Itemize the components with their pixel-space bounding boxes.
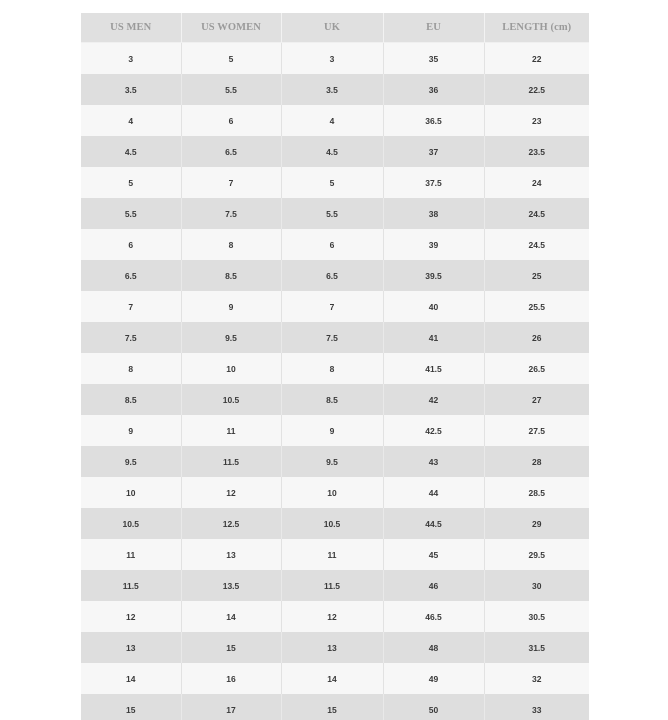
cell-length-cm: 30 bbox=[484, 570, 589, 601]
cell-us-men: 12 bbox=[81, 601, 181, 632]
cell-uk: 15 bbox=[281, 694, 383, 720]
cell-us-men: 10 bbox=[81, 477, 181, 508]
cell-eu: 41.5 bbox=[383, 353, 484, 384]
table-row bbox=[81, 570, 589, 601]
cell-uk: 11.5 bbox=[281, 570, 383, 601]
cell-us-women: 12.5 bbox=[181, 508, 281, 539]
cell-length-cm: 27 bbox=[484, 384, 589, 415]
table-body bbox=[81, 43, 589, 720]
table-row bbox=[81, 167, 589, 198]
cell-length-cm: 28.5 bbox=[484, 477, 589, 508]
cell-uk: 7.5 bbox=[281, 322, 383, 353]
cell-length-cm: 23.5 bbox=[484, 136, 589, 167]
table-row bbox=[81, 415, 589, 446]
cell-uk: 14 bbox=[281, 663, 383, 694]
cell-length-cm: 22.5 bbox=[484, 74, 589, 105]
cell-us-women: 6 bbox=[181, 105, 281, 136]
table-row bbox=[81, 694, 589, 720]
table-row bbox=[81, 508, 589, 539]
cell-us-men: 4.5 bbox=[81, 136, 181, 167]
cell-us-women: 13.5 bbox=[181, 570, 281, 601]
cell-us-men: 9.5 bbox=[81, 446, 181, 477]
cell-uk: 9.5 bbox=[281, 446, 383, 477]
cell-eu: 50 bbox=[383, 694, 484, 720]
cell-us-men: 11 bbox=[81, 539, 181, 570]
cell-us-men: 15 bbox=[81, 694, 181, 720]
cell-us-men: 10.5 bbox=[81, 508, 181, 539]
cell-eu: 42 bbox=[383, 384, 484, 415]
cell-us-women: 14 bbox=[181, 601, 281, 632]
cell-us-women: 16 bbox=[181, 663, 281, 694]
cell-us-men: 7 bbox=[81, 291, 181, 322]
cell-us-women: 7.5 bbox=[181, 198, 281, 229]
header-row bbox=[81, 13, 589, 43]
cell-us-men: 3 bbox=[81, 43, 181, 75]
cell-us-men: 7.5 bbox=[81, 322, 181, 353]
cell-eu: 36 bbox=[383, 74, 484, 105]
cell-eu: 37 bbox=[383, 136, 484, 167]
table-row bbox=[81, 105, 589, 136]
cell-us-men: 6 bbox=[81, 229, 181, 260]
cell-eu: 41 bbox=[383, 322, 484, 353]
table-row bbox=[81, 198, 589, 229]
cell-uk: 6 bbox=[281, 229, 383, 260]
cell-us-men: 3.5 bbox=[81, 74, 181, 105]
table-row bbox=[81, 260, 589, 291]
cell-eu: 49 bbox=[383, 663, 484, 694]
cell-eu: 35 bbox=[383, 43, 484, 75]
table-header bbox=[81, 13, 589, 43]
cell-length-cm: 26.5 bbox=[484, 353, 589, 384]
table-row bbox=[81, 446, 589, 477]
cell-eu: 46.5 bbox=[383, 601, 484, 632]
table-row bbox=[81, 601, 589, 632]
cell-length-cm: 22 bbox=[484, 43, 589, 75]
table-row bbox=[81, 353, 589, 384]
cell-length-cm: 29 bbox=[484, 508, 589, 539]
table-row bbox=[81, 43, 589, 75]
cell-us-women: 5 bbox=[181, 43, 281, 75]
cell-us-women: 7 bbox=[181, 167, 281, 198]
cell-us-women: 13 bbox=[181, 539, 281, 570]
cell-length-cm: 27.5 bbox=[484, 415, 589, 446]
cell-us-women: 6.5 bbox=[181, 136, 281, 167]
cell-uk: 12 bbox=[281, 601, 383, 632]
cell-uk: 8 bbox=[281, 353, 383, 384]
cell-us-men: 8 bbox=[81, 353, 181, 384]
cell-us-women: 11 bbox=[181, 415, 281, 446]
cell-eu: 44 bbox=[383, 477, 484, 508]
cell-eu: 45 bbox=[383, 539, 484, 570]
cell-eu: 40 bbox=[383, 291, 484, 322]
cell-uk: 10 bbox=[281, 477, 383, 508]
header-uk: UK bbox=[281, 13, 383, 43]
cell-us-women: 10.5 bbox=[181, 384, 281, 415]
cell-length-cm: 25 bbox=[484, 260, 589, 291]
table-row bbox=[81, 229, 589, 260]
cell-uk: 13 bbox=[281, 632, 383, 663]
cell-length-cm: 29.5 bbox=[484, 539, 589, 570]
table-row bbox=[81, 539, 589, 570]
cell-us-men: 4 bbox=[81, 105, 181, 136]
cell-us-men: 5 bbox=[81, 167, 181, 198]
cell-uk: 3.5 bbox=[281, 74, 383, 105]
cell-uk: 5 bbox=[281, 167, 383, 198]
cell-uk: 9 bbox=[281, 415, 383, 446]
cell-uk: 11 bbox=[281, 539, 383, 570]
cell-length-cm: 28 bbox=[484, 446, 589, 477]
header-eu: EU bbox=[383, 13, 484, 43]
cell-us-women: 8 bbox=[181, 229, 281, 260]
cell-us-women: 15 bbox=[181, 632, 281, 663]
cell-eu: 42.5 bbox=[383, 415, 484, 446]
cell-us-women: 11.5 bbox=[181, 446, 281, 477]
cell-us-men: 14 bbox=[81, 663, 181, 694]
cell-us-men: 8.5 bbox=[81, 384, 181, 415]
cell-us-women: 8.5 bbox=[181, 260, 281, 291]
table-row bbox=[81, 632, 589, 663]
table-row bbox=[81, 136, 589, 167]
cell-eu: 38 bbox=[383, 198, 484, 229]
cell-us-women: 5.5 bbox=[181, 74, 281, 105]
cell-length-cm: 31.5 bbox=[484, 632, 589, 663]
cell-us-men: 6.5 bbox=[81, 260, 181, 291]
cell-us-women: 9 bbox=[181, 291, 281, 322]
cell-length-cm: 33 bbox=[484, 694, 589, 720]
cell-eu: 37.5 bbox=[383, 167, 484, 198]
cell-eu: 46 bbox=[383, 570, 484, 601]
cell-length-cm: 30.5 bbox=[484, 601, 589, 632]
cell-us-women: 12 bbox=[181, 477, 281, 508]
cell-uk: 3 bbox=[281, 43, 383, 75]
cell-us-men: 13 bbox=[81, 632, 181, 663]
header-us-men: US MEN bbox=[81, 13, 181, 43]
cell-uk: 4 bbox=[281, 105, 383, 136]
table-row bbox=[81, 384, 589, 415]
cell-us-men: 5.5 bbox=[81, 198, 181, 229]
cell-eu: 43 bbox=[383, 446, 484, 477]
table-row bbox=[81, 291, 589, 322]
cell-eu: 48 bbox=[383, 632, 484, 663]
cell-eu: 44.5 bbox=[383, 508, 484, 539]
table-row bbox=[81, 477, 589, 508]
header-length-cm: LENGTH (cm) bbox=[484, 13, 589, 43]
cell-us-men: 9 bbox=[81, 415, 181, 446]
cell-length-cm: 32 bbox=[484, 663, 589, 694]
header-us-women: US WOMEN bbox=[181, 13, 281, 43]
cell-length-cm: 24.5 bbox=[484, 198, 589, 229]
table-row bbox=[81, 322, 589, 353]
cell-uk: 8.5 bbox=[281, 384, 383, 415]
cell-us-women: 9.5 bbox=[181, 322, 281, 353]
cell-uk: 10.5 bbox=[281, 508, 383, 539]
cell-length-cm: 25.5 bbox=[484, 291, 589, 322]
table-row bbox=[81, 663, 589, 694]
cell-uk: 7 bbox=[281, 291, 383, 322]
cell-length-cm: 23 bbox=[484, 105, 589, 136]
cell-uk: 4.5 bbox=[281, 136, 383, 167]
size-chart-table bbox=[81, 13, 589, 720]
table-row bbox=[81, 74, 589, 105]
cell-us-men: 11.5 bbox=[81, 570, 181, 601]
cell-uk: 5.5 bbox=[281, 198, 383, 229]
cell-us-women: 10 bbox=[181, 353, 281, 384]
cell-length-cm: 26 bbox=[484, 322, 589, 353]
cell-eu: 39.5 bbox=[383, 260, 484, 291]
cell-length-cm: 24.5 bbox=[484, 229, 589, 260]
cell-us-women: 17 bbox=[181, 694, 281, 720]
cell-eu: 36.5 bbox=[383, 105, 484, 136]
cell-uk: 6.5 bbox=[281, 260, 383, 291]
cell-eu: 39 bbox=[383, 229, 484, 260]
cell-length-cm: 24 bbox=[484, 167, 589, 198]
